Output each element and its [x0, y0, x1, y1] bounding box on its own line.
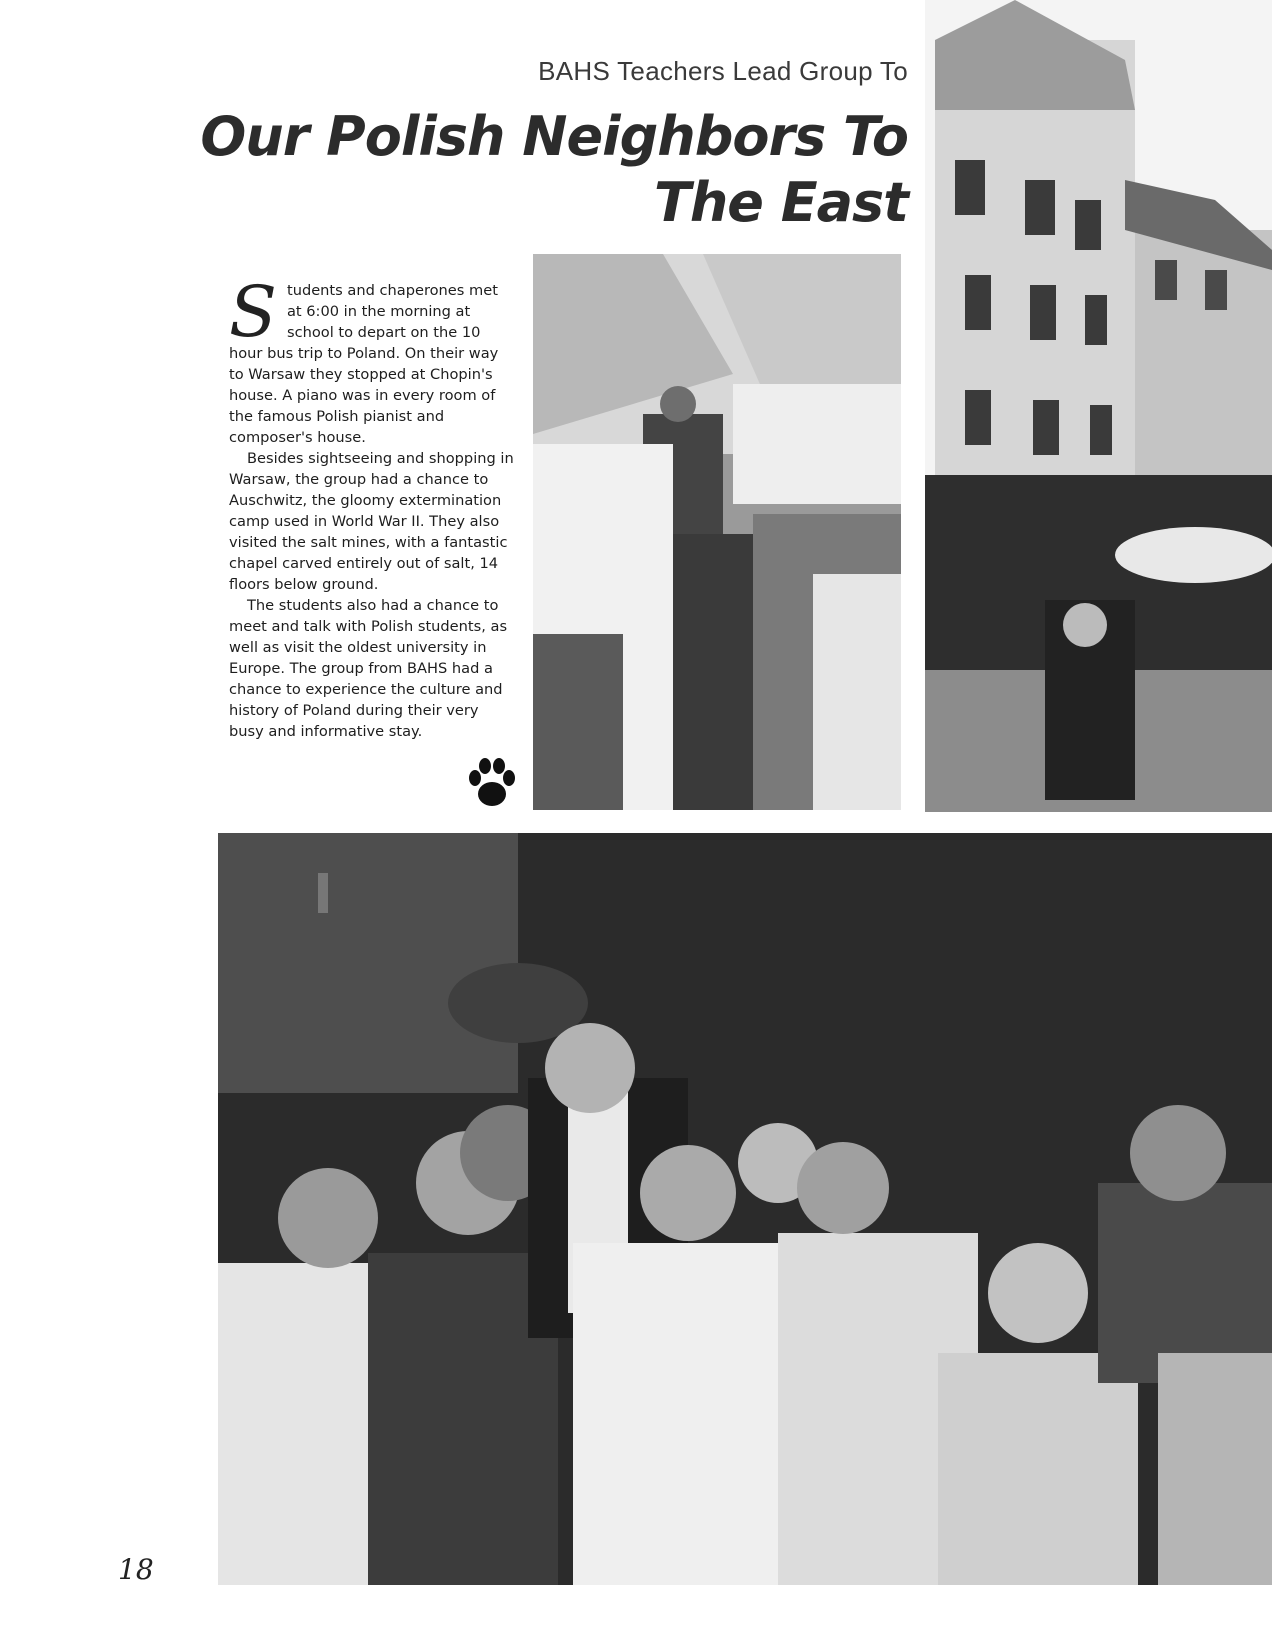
- paragraph-1-text: tudents and chaperones met at 6:00 in the morning at school to depart on the 10 hour bus trip to Poland. On their way to Warsaw they stopped at Chopin's house. A piano was in every room of the famous Polish pianist and composer's house.: [229, 282, 499, 446]
- old-town-street-photo: [925, 0, 1272, 812]
- paragraph-1: [229, 271, 517, 448]
- paragraph-3: The students also had a chance to meet and talk with Polish students, as well as visit the oldest university in Europe. The group from BAHS had a chance to experience the culture and history of Poland during their very busy and informative stay.: [229, 597, 508, 740]
- student-group-photo: [218, 833, 1272, 1585]
- paw-print-icon: [466, 756, 518, 812]
- headline: Our Polish Neighbors To The East: [200, 105, 908, 234]
- bus-interior-photo: [533, 254, 901, 810]
- paragraph-2: Besides sightseeing and shopping in Warsaw, the group had a chance to Auschwitz, the gloomy extermination camp used in World War II. They also visited the salt mines, with a fantastic chapel carved entirely out of salt, 14 floors below ground.: [229, 450, 514, 593]
- page-number: 18: [118, 1553, 154, 1586]
- article-body: [229, 271, 517, 742]
- kicker-line: BAHS Teachers Lead Group To: [538, 56, 908, 86]
- drop-cap: S: [229, 271, 277, 353]
